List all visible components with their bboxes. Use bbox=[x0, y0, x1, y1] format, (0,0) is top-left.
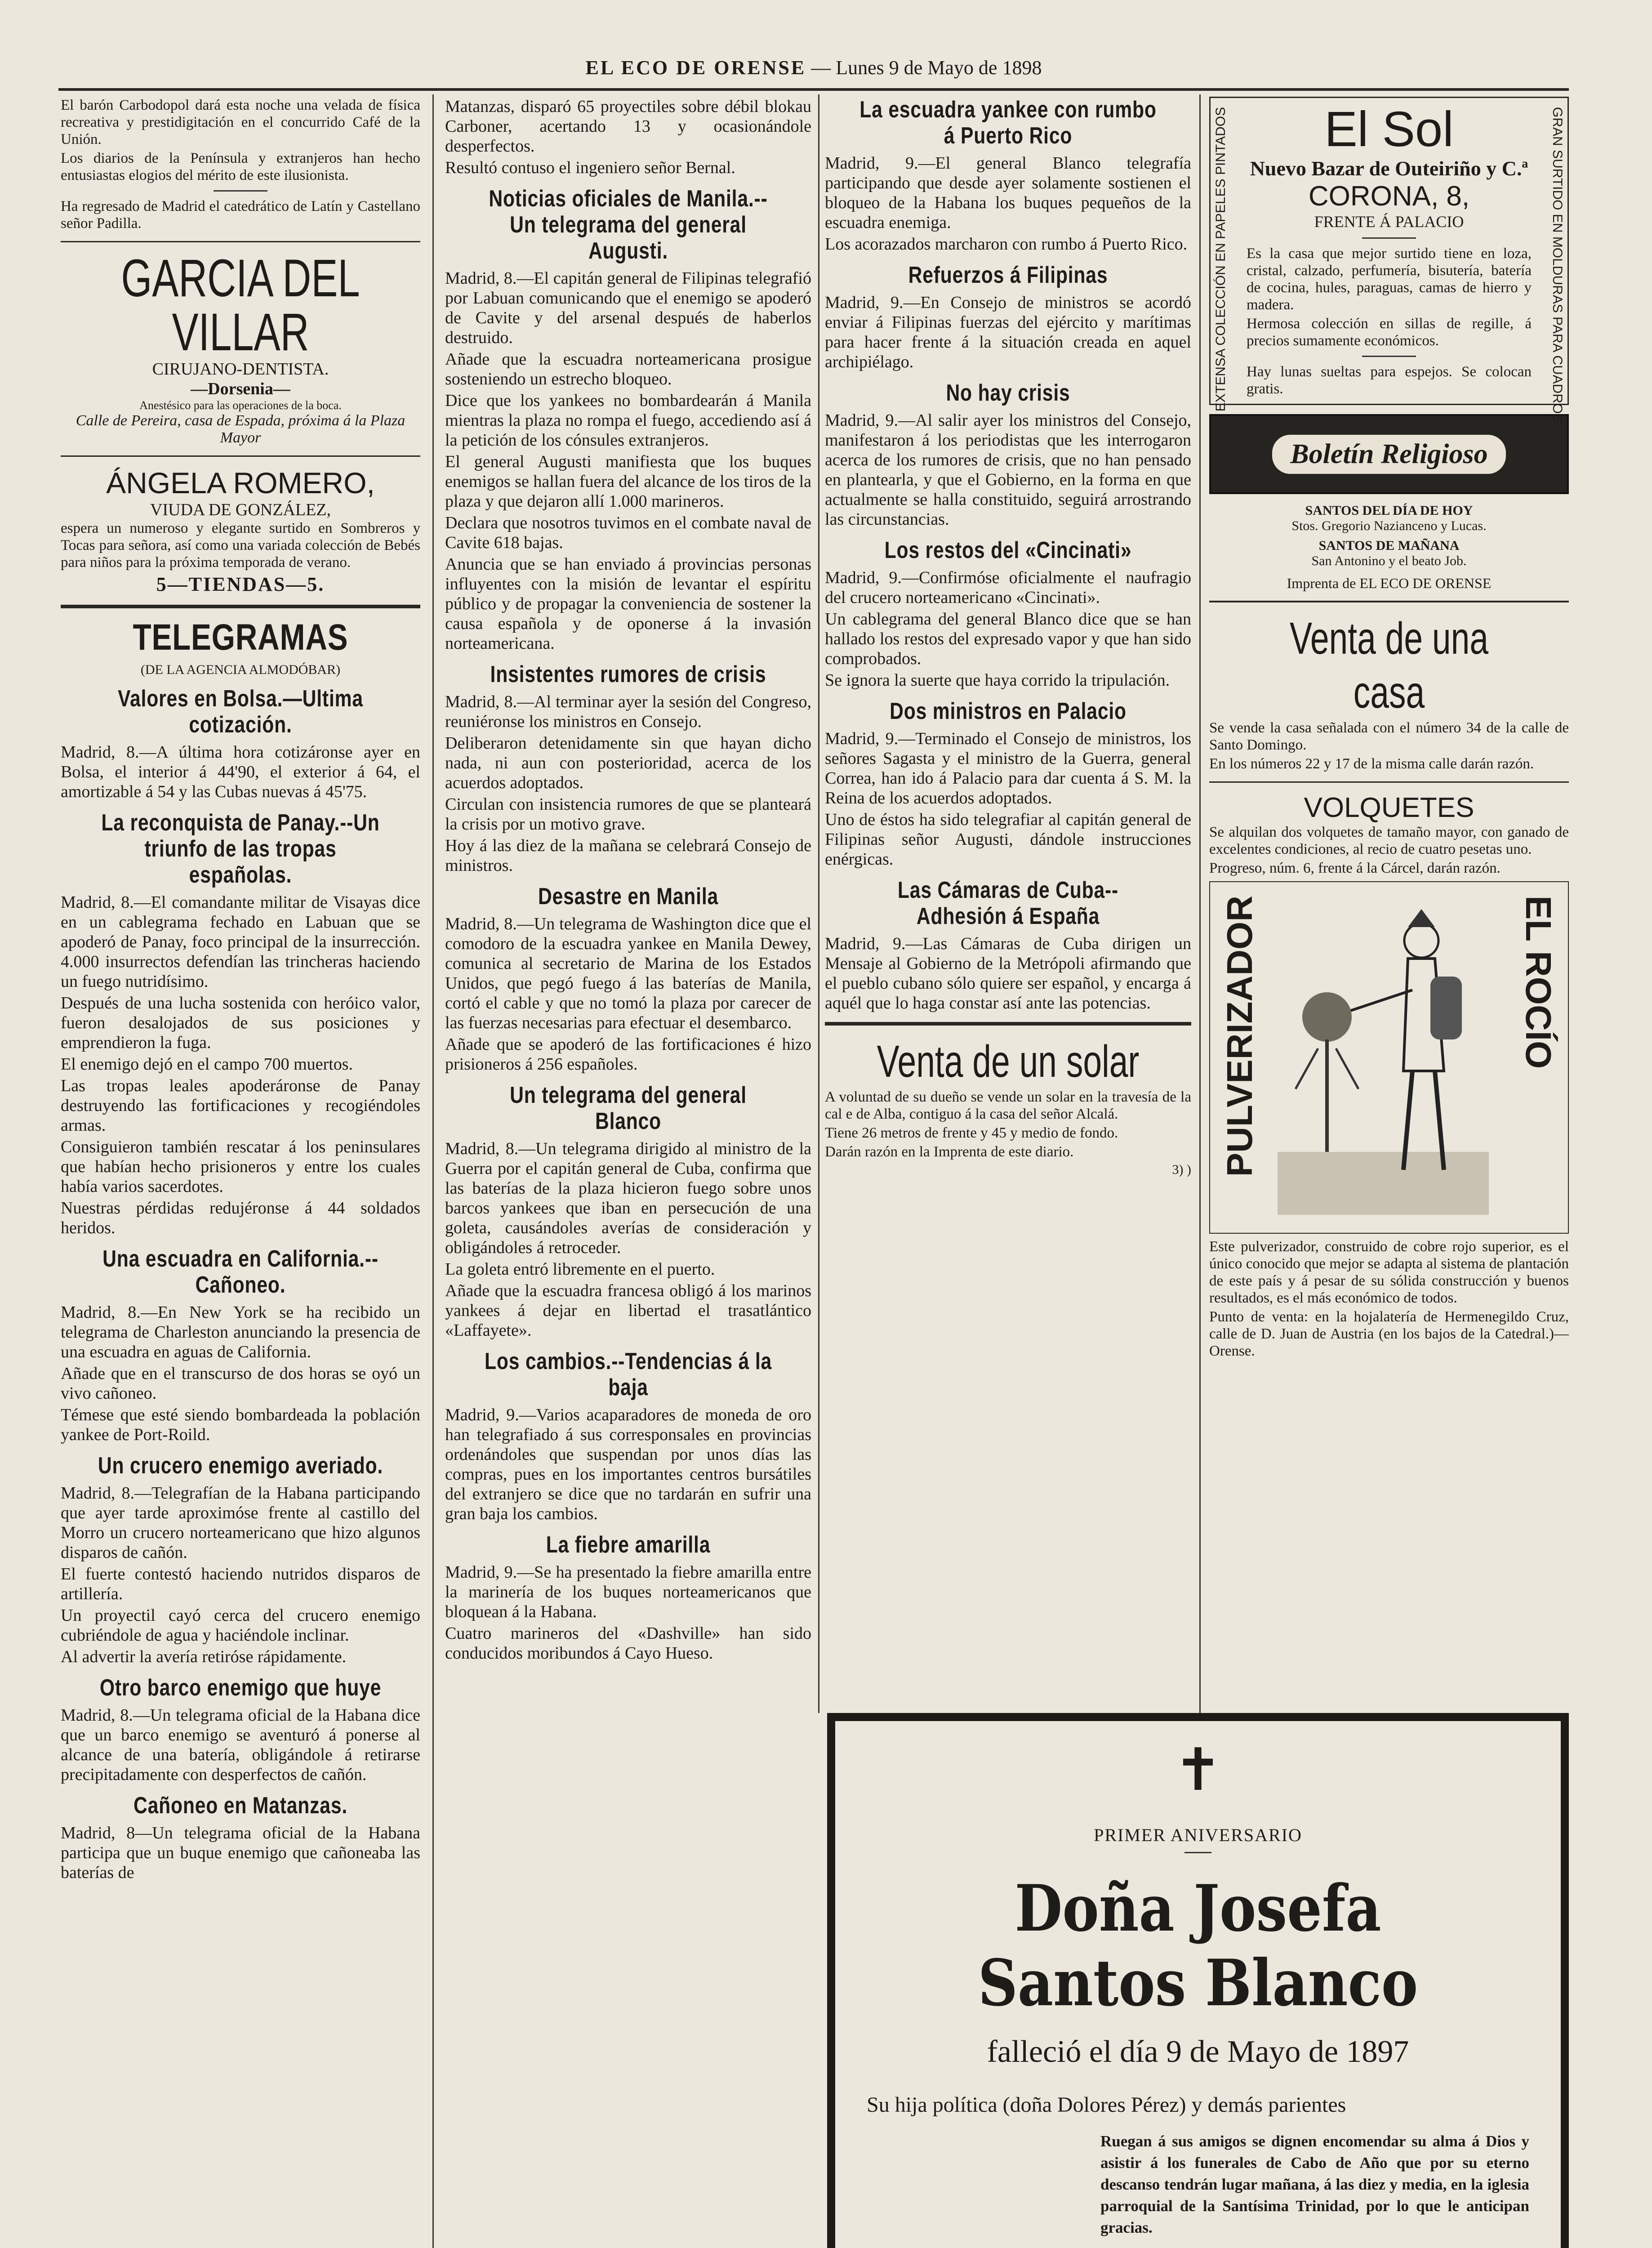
headline: Valores en Bolsa.—Ultima cotización. bbox=[118, 686, 363, 738]
divider bbox=[1209, 601, 1569, 602]
local-news: Ha regresado de Madrid el catedrático de Latín y Castellano señor Padilla. bbox=[61, 198, 420, 232]
article-text: Madrid, 9.—Terminado el Consejo de ministros, los señores Sagasta y el ministro de la Guerra, general Correa, han ido á Palacio para dar cuenta á S. M. la Reina de los acuerdos adoptados. bbox=[825, 729, 1191, 807]
article-text: Nuestras pérdidas redujéronse á 44 soldados heridos. bbox=[61, 1199, 420, 1237]
ad-side-text: GRAN SURTIDO EN MOLDURAS PARA CUADROS bbox=[1550, 107, 1565, 423]
ad-note: Anestésico para las operaciones de la boca. bbox=[139, 399, 342, 412]
article-text: Un cablegrama del general Blanco dice que se han hallado los restos del expresado vapor y que han sido comprobados. bbox=[825, 610, 1191, 668]
ad-el-rocio bbox=[1209, 881, 1569, 1234]
article-text: Madrid, 8.—Un telegrama dirigido al ministro de la Guerra por el capitán general de Cuba, confirma que las baterías de la plaza hicieron fuego sobre unos barcos yankees que iban en persecución de una goleta, causándoles averías de consideración y obligándoles á retroceder. bbox=[445, 1139, 811, 1257]
page-header bbox=[58, 56, 1569, 90]
headline: No hay crisis bbox=[946, 380, 1070, 406]
ad-text: Darán razón en la Imprenta de este diario. bbox=[825, 1144, 1074, 1160]
headline: Dos ministros en Palacio bbox=[890, 698, 1127, 724]
article-text: Consiguieron también rescatar á los peninsulares que habían hecho prisioneros y entre los cuales había varios sacerdotes. bbox=[61, 1137, 420, 1196]
saints-heading: SANTOS DE MAÑANA bbox=[1318, 538, 1460, 553]
article-text: Madrid, 9.—Al salir ayer los ministros del Consejo, manifestaron á los periodistas que les interrogaron acerca de los rumores de crisis, que no han pensado en plantearla, y que el Gobierno, en la forma en que actualmente se halla constituido, seguirá arrostrando las circunstancias. bbox=[825, 411, 1191, 529]
headline: Los cambios.--Tendencias á la baja bbox=[484, 1348, 772, 1401]
ad-text: A voluntad de su dueño se vende un solar en la travesía de la cal e de Alba, contiguo á la casa del señor Alcalá. bbox=[825, 1089, 1191, 1122]
column-3 bbox=[825, 97, 1191, 1715]
ad-venta-solar bbox=[825, 1035, 1191, 1178]
ad-text: Hay lunas sueltas para espejos. Se colocan gratis. bbox=[1247, 364, 1532, 397]
article-text: Cuatro marineros del «Dashville» han sido conducidos moribundos á Cayo Hueso. bbox=[445, 1624, 811, 1663]
ad-title: VOLQUETES bbox=[1304, 792, 1474, 823]
ad-title: Venta de un solar bbox=[877, 1036, 1140, 1087]
article-text: Se ignora la suerte que haya corrido la tripulación. bbox=[825, 671, 1170, 690]
article-text: Resultó contuso el ingeniero señor Bernal. bbox=[445, 158, 735, 177]
article-text: Añade que se apoderó de las fortificaciones é hizo prisioneros á 256 españoles. bbox=[445, 1035, 811, 1074]
article-text: La goleta entró libremente en el puerto. bbox=[445, 1260, 715, 1279]
deceased-name: Doña Josefa Santos Blanco bbox=[978, 1871, 1418, 2021]
saints-text: San Antonino y el beato Job. bbox=[1311, 553, 1467, 568]
article-text: Madrid, 8.—Un telegrama de Washington dice que el comodoro de la escuadra yankee en Manila Dewey, comunica al secretario de Marina de los Estados Unidos, que pegó fuego á las baterías de Manila, cortó el cable y que no tomó la plaza por carecer de las fuerzas necesarias para efectuar el desembarco. bbox=[445, 914, 811, 1032]
article-text: Matanzas, disparó 65 proyectiles sobre débil blokau Carboner, acertando 13 y ocasionándole desperfectos. bbox=[445, 97, 811, 156]
ad-number: 3) ) bbox=[1172, 1162, 1191, 1177]
column-divider bbox=[1199, 94, 1201, 1713]
headline: La reconquista de Panay.--Un triunfo de las tropas españolas. bbox=[101, 810, 380, 888]
headline: Un telegrama del general Blanco bbox=[510, 1082, 747, 1134]
divider bbox=[1209, 781, 1569, 783]
farmer-spraying-illustration bbox=[1278, 900, 1489, 1215]
death-notice bbox=[827, 1713, 1569, 2248]
ad-address: CORONA, 8, bbox=[1308, 181, 1470, 212]
divider bbox=[825, 1022, 1191, 1026]
article-text: Témese que esté siendo bombardeada la población yankee de Port-Roild. bbox=[61, 1405, 420, 1444]
ad-side-title: PULVERIZADOR bbox=[1220, 896, 1260, 1177]
saints-heading: SANTOS DEL DÍA DE HOY bbox=[1305, 503, 1473, 518]
article-text: El general Augusti manifiesta que los buques enemigos se hallan fuera del alcance de los tiros de la plaza y que dejaron allí 1.000 marineros. bbox=[445, 452, 811, 511]
ad-text: Este pulverizador, construido de cobre rojo superior, es el único conocido que mejor se adapta al sistema de plantación de este país y á pesar de su sólida construcción y buenos resultados, es el más económico de todos. bbox=[1209, 1239, 1569, 1306]
ad-subtitle: VIUDA DE GONZÁLEZ, bbox=[150, 500, 331, 519]
ad-text: Hermosa colección en sillas de regille, á precios sumamente económicos. bbox=[1247, 316, 1532, 349]
ad-title: El Sol bbox=[1324, 102, 1454, 157]
ad-volquetes bbox=[1209, 792, 1569, 877]
agency: (DE LA AGENCIA ALMODÓBAR) bbox=[140, 662, 341, 677]
headline: La escuadra yankee con rumbo á Puerto Rico bbox=[859, 97, 1157, 149]
boletin-religioso-banner bbox=[1209, 414, 1569, 494]
article-text: El fuerte contestó haciendo nutridos disparos de artillería. bbox=[61, 1565, 420, 1603]
local-news: Los diarios de la Península y extranjeros han hecho entusiastas elogios del mérito de este ilusionista. bbox=[61, 150, 420, 183]
ad-side-title: EL ROCÍO bbox=[1518, 896, 1558, 1069]
ad-text: Se alquilan dos volquetes de tamaño mayor, con ganado de excelentes condiciones, al recio de cuatro pesetas uno. bbox=[1209, 824, 1569, 857]
local-news: El barón Carbodopol dará esta noche una velada de física recreativa y prestidigitación en el concurrido Café de la Unión. bbox=[61, 97, 420, 147]
ad-footer: 5—TIENDAS—5. bbox=[156, 573, 325, 595]
ad-el-sol bbox=[1209, 97, 1569, 423]
headline: La fiebre amarilla bbox=[546, 1532, 711, 1558]
article-text: Uno de éstos ha sido telegrafiar al capitán general de Filipinas señor Augusti, dándole instrucciones enérgicas. bbox=[825, 810, 1191, 869]
saints-text: Stos. Gregorio Nazianceno y Lucas. bbox=[1291, 518, 1487, 533]
article-text: Añade que en el transcurso de dos horas se oyó un vivo cañoneo. bbox=[61, 1364, 420, 1403]
article-text: El enemigo dejó en el campo 700 muertos. bbox=[61, 1055, 353, 1074]
ad-text: espera un numeroso y elegante surtido en Sombreros y Tocas para señora, así como una variada colección de Bebés para niños para la próxima temporada de verano. bbox=[61, 520, 420, 571]
article-text: Un proyectil cayó cerca del crucero enemigo cubriéndole de agua y haciéndole inclinar. bbox=[61, 1606, 420, 1645]
article-text: Circulan con insistencia rumores de que se planteará la crisis por un motivo grave. bbox=[445, 795, 811, 834]
section-title: TELEGRAMAS bbox=[133, 617, 348, 658]
article-text: Añade que la escuadra francesa obligó á los marinos yankees á dejar en libertad el trasatlántico «Laffayete». bbox=[445, 1281, 811, 1340]
article-text: Madrid, 8.—Telegrafían de la Habana participando que ayer tarde aproximóse frente al castillo del Morro un crucero norteamericano que hizo algunos disparos de cañón. bbox=[61, 1484, 420, 1562]
ad-title: Venta de una casa bbox=[1289, 613, 1489, 718]
article-text: Los acorazados marcharon con rumbo á Puerto Rico. bbox=[825, 235, 1188, 254]
article-text: Dice que los yankees no bombardearán á Manila mientras la plaza no rompa el fuego, accediendo así á la petición de los cónsules extranjeros. bbox=[445, 391, 811, 450]
article-text: Madrid, 9.—Las Cámaras de Cuba dirigen un Mensaje al Gobierno de la Metrópoli afirmando que el pueblo cubano sólo quiere ser español, y encarga á aquél que lo haga constar así ante las potencias. bbox=[825, 934, 1191, 1012]
ad-title: GARCIA DEL VILLAR bbox=[121, 249, 360, 362]
article-text: Al advertir la avería retiróse rápidamente. bbox=[61, 1647, 347, 1666]
column-1 bbox=[61, 97, 420, 2248]
article-text: Madrid, 8—Un telegrama oficial de la Habana participa que un buque enemigo que cañoneaba las baterías de bbox=[61, 1824, 420, 1882]
column-4 bbox=[1209, 97, 1569, 1738]
article-text: Madrid, 9.—El general Blanco telegrafía participando que desde ayer solamente sostienen el bloqueo de la Habana los buques pequeños de la escuadra enemiga. bbox=[825, 154, 1191, 232]
ad-title: ÁNGELA ROMERO, bbox=[106, 466, 375, 500]
ad-angela-romero bbox=[61, 466, 420, 596]
banner-title: Boletín Religioso bbox=[1272, 435, 1505, 474]
article-text: Anuncia que se han enviado á provincias personas influyentes con la misión de levantar el espíritu público y de propagar la conveniencia de sostener la causa española y de oponerse á la invasión norteamericana. bbox=[445, 555, 811, 653]
ad-location: FRENTE Á PALACIO bbox=[1314, 213, 1464, 231]
ad-venta-casa bbox=[1209, 611, 1569, 772]
divider bbox=[1362, 356, 1416, 357]
article-text: Madrid, 9.—Varios acaparadores de moneda de oro han telegrafiado á sus corresponsales en provincias ordenándoles que suspendan por unos días las compras, pues en los importantes centros bursátiles del extranjero se dice que no tardarán en sufrir una gran baja los cambios. bbox=[445, 1405, 811, 1523]
article-text: Madrid, 8.—A última hora cotizáronse ayer en Bolsa, el interior á 44'90, el exterior á 64, el amortizable á 54 y las Cubas nuevas á 45'75. bbox=[61, 743, 420, 801]
masthead: EL ECO DE ORENSE bbox=[585, 57, 806, 79]
ad-text: Progreso, núm. 6, frente á la Cárcel, darán razón. bbox=[1209, 860, 1501, 876]
headline: Las Cámaras de Cuba--Adhesión á España bbox=[897, 877, 1119, 929]
ad-text: En los números 22 y 17 de la misma calle darán razón. bbox=[1209, 756, 1534, 772]
divider bbox=[1184, 1852, 1211, 1853]
divider bbox=[61, 605, 420, 608]
ad-garcia-del-villar bbox=[61, 251, 420, 446]
divider bbox=[61, 455, 420, 457]
headline: Un crucero enemigo averiado. bbox=[98, 1453, 383, 1479]
article-text: Las tropas leales apoderáronse de Panay destruyendo las fortificaciones y recogiéndoles armas. bbox=[61, 1076, 420, 1135]
headline: Noticias oficiales de Manila.--Un telegrama del general Augusti. bbox=[489, 186, 768, 264]
article-text: Después de una lucha sostenida con heróico valor, fueron desalojados de sus posiciones y emprendieron la fuga. bbox=[61, 994, 420, 1052]
divider bbox=[1362, 237, 1416, 239]
ad-subtitle: Nuevo Bazar de Outeiriño y C.ª bbox=[1250, 157, 1528, 180]
article-text: Madrid, 8.—El capitán general de Filipinas telegrafió por Labuan comunicando que el enemigo se apoderó de Cavite y del arsenal después de haberlos destruido. bbox=[445, 269, 811, 347]
article-text: Madrid, 9.—Confirmóse oficialmente el naufragio del crucero norteamericano «Cincinati». bbox=[825, 568, 1191, 607]
column-2 bbox=[445, 97, 811, 2248]
ad-product: —Dorsenia— bbox=[191, 379, 290, 398]
headline: Refuerzos á Filipinas bbox=[908, 262, 1108, 288]
notice-request: Ruegan á sus amigos se dignen encomendar su alma á Dios y asistir á los funerales de Cabo de Año que por su eterno descanso tendrán lugar mañana, á las diez y media, en la iglesia parroquial de la Santísima Trinidad, por lo que le anticipan gracias. bbox=[1100, 2132, 1529, 2236]
article-text: Madrid, 8.—El comandante militar de Visayas dice en un cablegrama fechado en Labuan que se apoderó de Panay, foco principal de la insurrección. 4.000 insurrectos defendían las trincheras haciendo un fuego nutridísimo. bbox=[61, 893, 420, 991]
divider bbox=[214, 190, 267, 192]
article-text: Madrid, 9.—Se ha presentado la fiebre amarilla entre la marinería de los buques norteamericanos que bloquean á la Habana. bbox=[445, 1563, 811, 1621]
article-text: Añade que la escuadra norteamericana prosigue sosteniendo un estrecho bloqueo. bbox=[445, 350, 811, 388]
ad-text: Punto de venta: en la hojalatería de Hermenegildo Cruz, calle de D. Juan de Austria (en los bajos de la Catedral.)—Orense. bbox=[1209, 1309, 1569, 1359]
ad-text: Se vende la casa señalada con el número 34 de la calle de Santo Domingo. bbox=[1209, 720, 1569, 753]
column-divider bbox=[432, 94, 434, 2248]
article-text: Madrid, 8.—En New York se ha recibido un telegrama de Charleston anunciando la presencia de una escuadra en aguas de California. bbox=[61, 1303, 420, 1361]
headline: Insistentes rumores de crisis bbox=[490, 661, 766, 687]
ad-text: Es la casa que mejor surtido tiene en loza, cristal, calzado, perfumería, bisutería, batería de cocina, hules, paraguas, camas de hierro y madera. bbox=[1247, 245, 1532, 313]
article-text: Madrid, 9.—En Consejo de ministros se acordó enviar á Filipinas fuerzas del ejército y marítimas para hacer frente á la situación creada en aquel archipiélago. bbox=[825, 293, 1191, 371]
death-date: falleció el día 9 de Mayo de 1897 bbox=[987, 2034, 1409, 2069]
article-text: Madrid, 8.—Un telegrama oficial de la Habana dice que un barco enemigo se aventuró á ponerse al alcance de una batería, obligándole á retirarse precipitadamente con desperfectos de cañón. bbox=[61, 1706, 420, 1784]
headline: Desastre en Manila bbox=[538, 883, 719, 910]
article-text: Hoy á las diez de la mañana se celebrará Consejo de ministros. bbox=[445, 836, 811, 875]
article-text: Madrid, 8.—Al terminar ayer la sesión del Congreso, reuniéronse los ministros en Consejo. bbox=[445, 692, 811, 731]
imprenta: Imprenta de EL ECO DE ORENSE bbox=[1287, 575, 1492, 591]
column-divider bbox=[818, 94, 819, 1713]
header-date: Lunes 9 de Mayo de 1898 bbox=[836, 57, 1042, 79]
cross-icon: ✝ bbox=[1173, 1738, 1223, 1803]
headline: Otro barco enemigo que huye bbox=[99, 1675, 382, 1701]
headline: Una escuadra en California.--Cañoneo. bbox=[102, 1246, 378, 1298]
ad-side-text: EXTENSA COLECCIÓN EN PAPELES PINTADOS bbox=[1213, 107, 1228, 412]
headline: Los restos del «Cincinati» bbox=[884, 537, 1132, 563]
ad-subtitle: CIRUJANO-DENTISTA. bbox=[152, 360, 329, 379]
article-text: Deliberaron detenidamente sin que hayan dicho nada, ni aun con posterioridad, acerca de los acuerdos adoptados. bbox=[445, 734, 811, 792]
header-rule bbox=[58, 88, 1569, 91]
ad-text: Tiene 26 metros de frente y 45 y medio de fondo. bbox=[825, 1125, 1118, 1141]
family-line: Su hija política (doña Dolores Pérez) y demás parientes bbox=[867, 2093, 1346, 2117]
ad-address: Calle de Pereira, casa de Espada, próxima á la Plaza Mayor bbox=[76, 412, 405, 446]
headline: Cañoneo en Matanzas. bbox=[133, 1793, 348, 1819]
notice-heading: PRIMER ANIVERSARIO bbox=[1094, 1825, 1302, 1845]
divider bbox=[61, 241, 420, 242]
article-text: Declara que nosotros tuvimos en el combate naval de Cavite 618 bajas. bbox=[445, 513, 811, 552]
header-separator: — bbox=[811, 57, 836, 79]
